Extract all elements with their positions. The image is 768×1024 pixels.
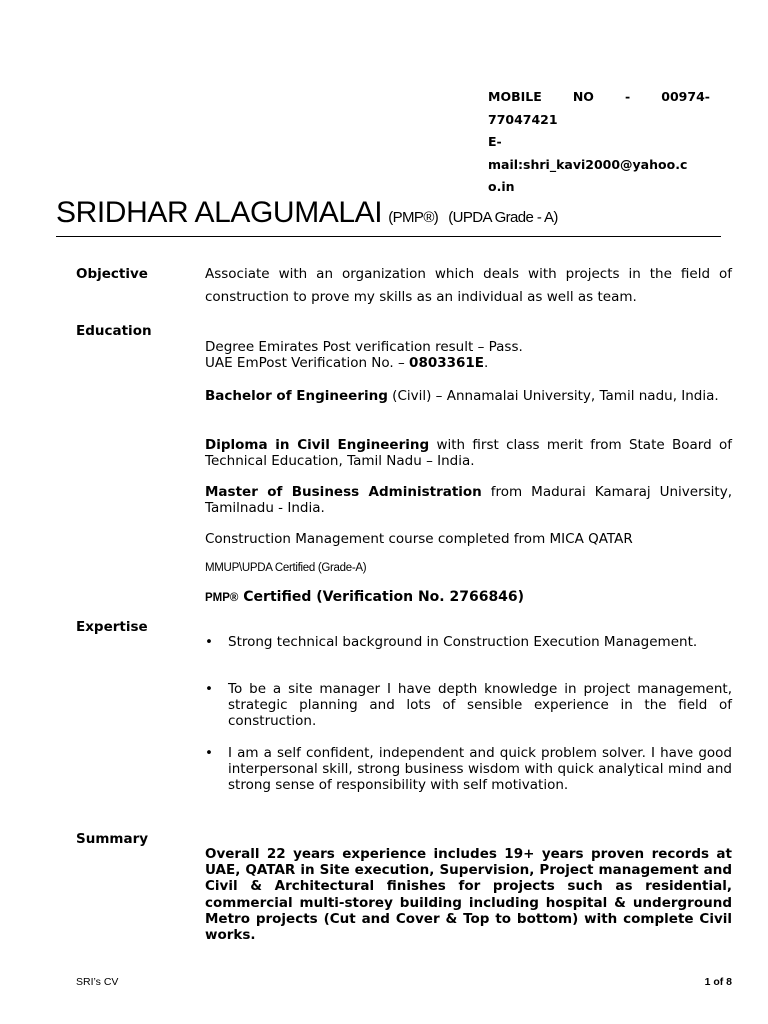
- expertise-item-text: To be a site manager I have depth knowledge in project management, strategic planning and lots of sensible experience in the field of construction.: [228, 681, 732, 729]
- mba-details: from Madurai Kamaraj University, Tamilnadu - India.: [205, 484, 733, 516]
- email-line-2[interactable]: mail:shri_kavi2000@yahoo.c: [488, 156, 688, 172]
- mobile-number-part1: 00974-: [661, 89, 710, 104]
- education-mba: [205, 484, 732, 516]
- mba-title: Master of Business Administration: [205, 484, 482, 500]
- expertise-item-text: Strong technical background in Construction Execution Management.: [228, 634, 698, 650]
- diploma-details: with first class merit from State Board of Technical Education, Tamil Nadu – India.: [205, 437, 732, 469]
- summary-text: Overall 22 years experience includes 19+ years proven records at UAE, QATAR in Site execution, Supervision, Project management and Civil & Architectural finishes for projects such as residential, commercial multi-storey building including hospital & underground Metro projects (Cut and Cover & Top to bottom) with complete Civil works.: [205, 846, 732, 944]
- objective-text: Associate with an organization which deals with projects in the field of construction to prove my skills as an individual as well as team.: [205, 266, 732, 305]
- mmup-certification: MMUP\UPDA Certified (Grade-A): [205, 562, 367, 574]
- footer-title: SRI’s CV: [76, 976, 119, 988]
- empost-number-prefix: UAE EmPost Verification No. –: [205, 355, 410, 371]
- mobile-dash: -: [625, 89, 631, 104]
- diploma-title: Diploma in Civil Engineering: [205, 437, 430, 453]
- expertise-item: [205, 681, 732, 729]
- bachelor-details: (Civil) – Annamalai University, Tamil nadu, India.: [387, 388, 719, 404]
- summary-label: Summary: [76, 831, 149, 847]
- email-line-1: E-: [488, 134, 502, 149]
- expertise-item-text: I am a self confident, independent and quick problem solver. I have good interpersonal skill, strong business wisdom with quick analytical mind and strong sense of responsibility with self motivation.: [228, 745, 732, 793]
- credential: (PMP®): [388, 209, 439, 226]
- bachelor-title: Bachelor of Engineering: [205, 388, 388, 404]
- mobile-label: MOBILE: [488, 89, 542, 104]
- contact-block: [488, 86, 710, 199]
- construction-management-course: Construction Management course completed from MICA QATAR: [205, 531, 633, 547]
- mobile-no-label: NO: [572, 89, 594, 104]
- education-bachelor: [205, 388, 732, 404]
- education-diploma: [205, 437, 732, 469]
- empost-number-suffix: .: [484, 355, 489, 371]
- mobile-number-part2: 77047421: [488, 111, 558, 127]
- objective-label: Objective: [76, 266, 148, 282]
- bullet-icon: •: [205, 745, 213, 761]
- bullet-icon: •: [205, 634, 213, 650]
- empost-result: Degree Emirates Post verification result – Pass.: [205, 339, 523, 355]
- bullet-icon: •: [205, 681, 213, 697]
- pmp-prefix: PMP®: [205, 592, 239, 604]
- pmp-certification-text: Certified (Verification No. 2766846): [238, 589, 525, 605]
- mobile-row: [488, 86, 710, 109]
- pmp-certification: [205, 589, 732, 606]
- empost-number: 0803361E: [409, 355, 485, 371]
- grade: (UPDA Grade - A): [448, 209, 558, 226]
- name-header: [56, 196, 721, 237]
- empost-number-line: [205, 355, 732, 371]
- candidate-name: SRIDHAR ALAGUMALAI: [56, 196, 383, 229]
- education-label: Education: [76, 323, 152, 339]
- empost-verification: [205, 339, 732, 371]
- expertise-item: [205, 745, 732, 793]
- expertise-item: [205, 634, 732, 650]
- page-number: 1 of 8: [704, 976, 732, 988]
- email-line-3[interactable]: o.in: [488, 179, 515, 194]
- expertise-label: Expertise: [76, 619, 148, 635]
